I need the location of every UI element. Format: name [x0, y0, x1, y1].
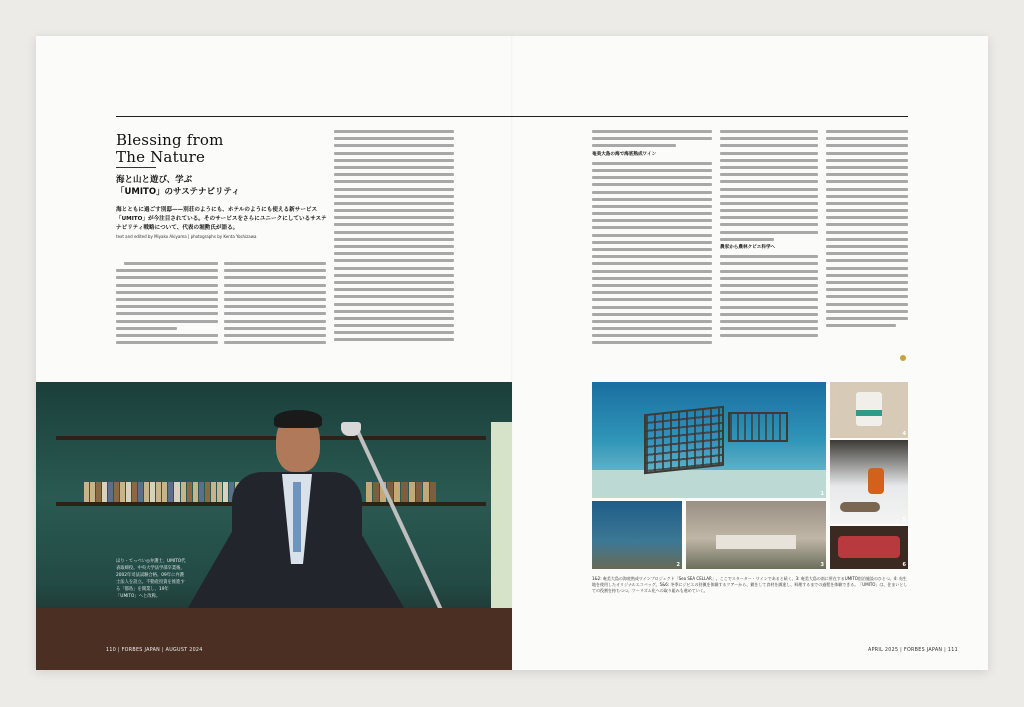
title-rule: [116, 167, 156, 168]
top-rule: [116, 116, 908, 117]
article-lede: 海とともに過ごす別邸——別荘のようにも、ホテルのようにも使える新サービス「UMITO」が今注目されている。そのサービスをさらにユニークにしているサステナビリティ戦略について、代表の堀勲氏が語る。: [116, 207, 327, 231]
folio-left: 110 | FORBES JAPAN | AUGUST 2024: [106, 648, 203, 653]
body-column-1: [116, 262, 218, 350]
underwater-cellar-photo: [592, 382, 826, 498]
end-mark-icon: [898, 347, 906, 366]
section-heading-1: 奄美大島の海で海底熟成ワイン: [592, 151, 657, 157]
subtitle-line-1: 海と山と遊び、学ぶ: [116, 175, 193, 185]
folio-right: APRIL 2025 | FORBES JAPAN | 111: [868, 648, 958, 653]
photo-grid-caption: 1&2: 奄美大島の海底熟成ワインプロジェクト「Sea SEA CELLAR」。ここでスターター・ワインであると続く、3: 奄美大島の南に所在するUMITO宿泊施設のひとつ。4: 布生地を使用したオリジナルエコバッグ。5&6: 冬季にジビエの狩猟を体験するツアーから、猟をして食材を調達し、料理するまでの過程を体験できる。「UMITO」は、住まいとしての役割を持ちつつ、ツーリズム化への取り組みも進めていく。: [592, 576, 908, 593]
hunting-photo: [830, 440, 908, 524]
article-title: [116, 132, 266, 166]
portrait-photo: [36, 382, 512, 670]
body-column-2: [224, 262, 326, 350]
title-line-1: Blessing from: [116, 131, 224, 149]
tote-bag-photo: [830, 382, 908, 438]
photo-number-2: 2: [676, 562, 680, 568]
article-credit: text and edited by Miyako Akiyama | photographs by Kenta Yoshizawa: [116, 234, 257, 239]
body-column-3: [334, 130, 454, 350]
photo-number-3: 3: [820, 562, 824, 568]
title-line-2: The Nature: [116, 148, 206, 166]
article-subtitle: [116, 174, 316, 198]
subtitle-line-2: 「UMITO」のサステナビリティ: [116, 187, 240, 197]
meat-photo: [830, 526, 908, 569]
magazine-spread: [36, 36, 988, 670]
photo-number-6: 6: [902, 562, 906, 568]
villa-photo: [686, 501, 826, 569]
body-column-4: [592, 130, 712, 352]
photo-number-1: 1: [820, 491, 824, 497]
portrait-caption: ほり・てっぺい◎弁護士、UMITO代表取締役。中央大学法学部卒業後、2002年司法試験合格。09年に弁護士法人を設立。不動産投資を推進する「都島」を開業し、19年「UMITO」へと改称。: [116, 559, 186, 599]
photo-number-5: 5: [902, 517, 906, 523]
desk-lamp: [341, 422, 361, 436]
body-column-6: [826, 130, 908, 352]
photo-number-4: 4: [902, 431, 906, 437]
section-heading-2: 農家から農林クビエ科学へ: [720, 245, 776, 250]
wine-bottle-photo: [592, 501, 682, 569]
body-column-5: [720, 130, 818, 352]
